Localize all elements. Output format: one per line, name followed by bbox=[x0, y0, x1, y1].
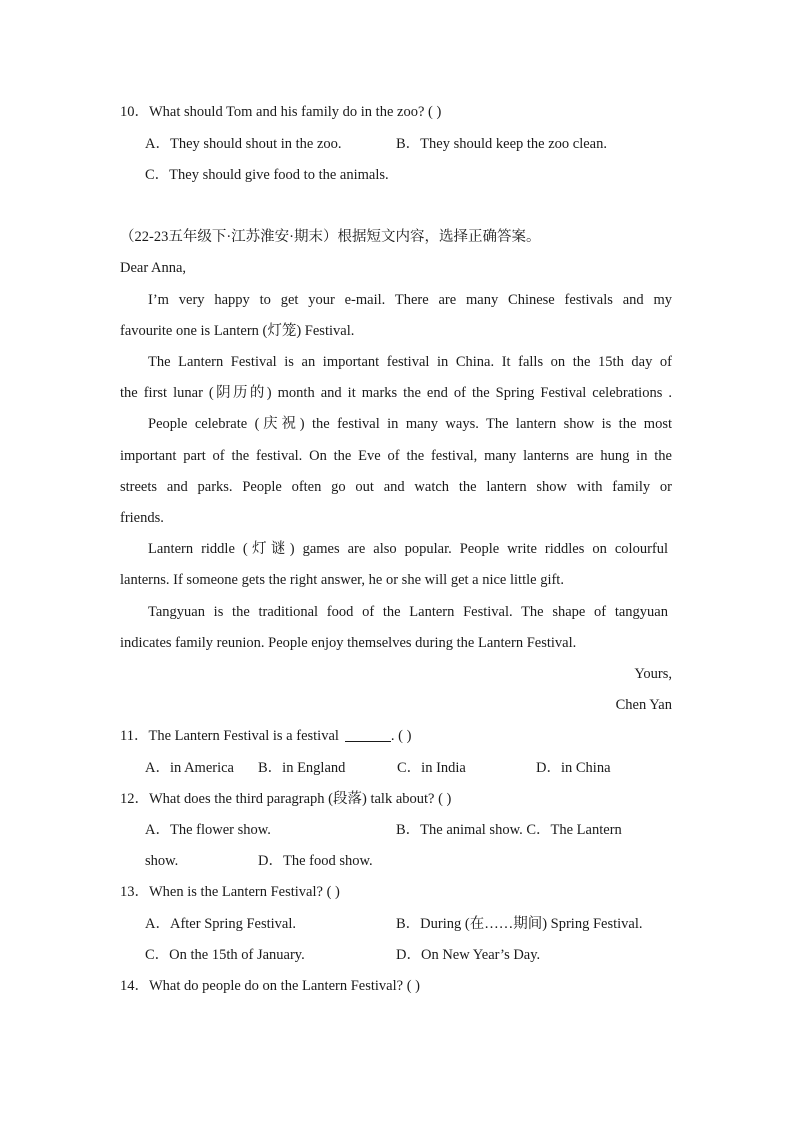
q11-stem: 11．The Lantern Festival is a festival bbox=[120, 728, 339, 744]
q12-option-c-cont: show. bbox=[145, 853, 179, 869]
q12-option-d: D．The food show. bbox=[258, 853, 373, 869]
letter-p2-line2: the first lunar (阴历的) month and it marks the end of the Spring Festival celebrations . bbox=[120, 385, 672, 401]
q11-stem-tail: . ( ) bbox=[390, 728, 412, 744]
q13-option-b: B．During (在……期间) Spring Festival. bbox=[396, 916, 643, 932]
q10-option-b: B．They should keep the zoo clean. bbox=[396, 136, 607, 152]
q10-option-a: A．They should shout in the zoo. bbox=[145, 136, 342, 152]
q11-option-b: B．in England bbox=[258, 760, 346, 776]
q11-answer-blank bbox=[345, 727, 391, 742]
q12-option-a: A．The flower show. bbox=[145, 822, 271, 838]
q11-option-c: C．in India bbox=[397, 760, 466, 776]
q14-stem: 14．What do people do on the Lantern Festival? ( ) bbox=[120, 978, 420, 994]
letter-p3-line4: friends. bbox=[120, 510, 164, 526]
letter-p4-line2: lanterns. If someone gets the right answer, he or she will get a nice little gift. bbox=[120, 572, 564, 588]
q11-option-a: A．in America bbox=[145, 760, 234, 776]
letter-signature: Chen Yan bbox=[615, 697, 672, 713]
q12-option-bc: B．The animal show. C．The Lantern bbox=[396, 822, 622, 838]
letter-salutation: Dear Anna, bbox=[120, 260, 187, 276]
letter-p4-line1: Lantern riddle (灯谜) games are also popular. People write riddles on colourful bbox=[148, 541, 668, 557]
letter-p3-line1: People celebrate (庆祝) the festival in many ways. The lantern show is the most bbox=[148, 416, 672, 432]
letter-p2-line1: The Lantern Festival is an important festival in China. It falls on the 15th day of bbox=[148, 354, 672, 370]
q13-stem: 13．When is the Lantern Festival? ( ) bbox=[120, 884, 340, 900]
q10-stem: 10．What should Tom and his family do in the zoo? ( ) bbox=[120, 104, 442, 120]
q11-option-d: D．in China bbox=[536, 760, 611, 776]
letter-p3-line2: important part of the festival. On the Eve of the festival, many lanterns are hung in the bbox=[120, 448, 672, 464]
letter-p1-line1: I’m very happy to get your e-mail. There are many Chinese festivals and my bbox=[148, 292, 672, 308]
q10-option-c: C．They should give food to the animals. bbox=[145, 167, 389, 183]
letter-p5-line2: indicates family reunion. People enjoy themselves during the Lantern Festival. bbox=[120, 635, 577, 651]
letter-p1-line2: favourite one is Lantern (灯笼) Festival. bbox=[120, 323, 355, 339]
letter-p3-line3: streets and parks. People often go out and watch the lantern show with family or bbox=[120, 479, 672, 495]
letter-closing: Yours, bbox=[634, 666, 672, 682]
q13-option-c: C．On the 15th of January. bbox=[145, 947, 305, 963]
q12-stem: 12．What does the third paragraph (段落) talk about? ( ) bbox=[120, 791, 452, 807]
q13-option-d: D．On New Year’s Day. bbox=[396, 947, 541, 963]
q13-option-a: A．After Spring Festival. bbox=[145, 916, 297, 932]
q11-stem-row bbox=[120, 726, 411, 746]
section-header: （22-23五年级下·江苏淮安·期末）根据短文内容，选择正确答案。 bbox=[120, 229, 541, 245]
letter-p5-line1: Tangyuan is the traditional food of the Lantern Festival. The shape of tangyuan bbox=[148, 604, 668, 620]
